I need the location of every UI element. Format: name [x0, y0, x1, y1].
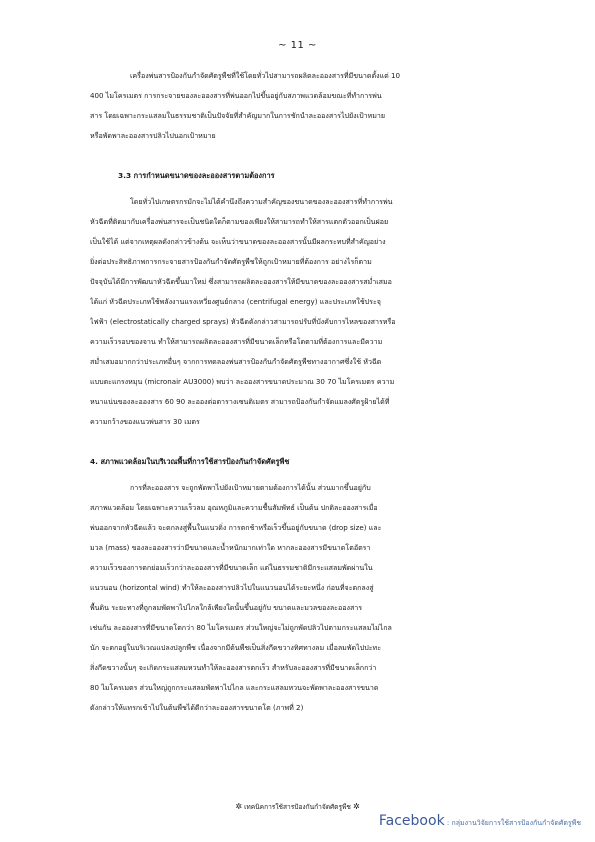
footer-title [0, 801, 595, 812]
section-4-heading: 4. สภาพแวดล้อมในบริเวณพื้นที่การใช้สารป้องกันกำจัดศัตรูพืช [90, 457, 290, 466]
paragraph-line: ความเร็วของการตกย่อมเร็วกว่าละอองสารที่มีขนาดเล็ก แต่ในธรรมชาติมีกระแสลมพัดผ่านใน [90, 563, 373, 572]
facebook-label: Facebook [378, 813, 445, 829]
paragraph-line: โดยทั่วไปเกษตรกรมักจะไม่ได้คำนึงถึงความสำคัญของขนาดของละอองสารที่ทำการพ่น [130, 197, 393, 206]
paragraph-line: ไฟฟ้า (electrostatically charged sprays) หัวฉีดดังกล่าวสามารถปรับที่บังคับการไหลของสารหรือ [90, 317, 396, 326]
paragraph-line: ได้แก่ หัวฉีดประเภทใช้พลังงานแรงเหวี่ยงศูนย์กลาง (centrifugal energy) และประเภทใช้ประจุ [90, 297, 381, 306]
paragraph-line: มวล (mass) ของละอองสารว่ามีขนาดและน้ำหนักมากเท่าใด หากละอองสารมีขนาดโตอัตรา [90, 543, 371, 552]
paragraph-line: แบบตะแกรงหมุน (micronair AU3000) พบว่า ละอองสารขนาดประมาณ 30 70 ไมโครเมตร ความ [90, 377, 395, 386]
star-icon: ✲ [352, 802, 360, 811]
paragraph-line: เครื่องพ่นสารป้องกันกำจัดศัตรูพืชที่ใช้โดยทั่วไปสามารถผลิตละอองสารที่มีขนาดตั้งแต่ 10 [130, 71, 401, 80]
paragraph-line: ยิ่งต่อประสิทธิภาพการกระจายสารป้องกันกำจัดศัตรูพืชให้ถูกเป้าหมายที่ต้องการ อย่างไรก็ตาม [90, 257, 372, 266]
section-4-paragraph [90, 478, 510, 718]
star-icon: ✲ [235, 802, 243, 811]
document-body [90, 66, 510, 718]
paragraph-line: การที่ละอองสาร จะถูกพัดพาไปยังเป้าหมายตามต้องการได้นั้น ส่วนมากขึ้นอยู่กับ [130, 483, 371, 492]
facebook-group-name: : กลุ่มงานวิจัยการใช้สารป้องกันกำจัดศัตรูพืช [444, 819, 581, 827]
paragraph-line: นัก จะตกอยู่ในบริเวณแปลงปลูกพืช เนื่องจากมีต้นพืชเป็นสิ่งกีดขวางทิศทางลม เมื่อลมพัดไปปะทะ [90, 643, 381, 652]
intro-paragraph [90, 66, 510, 146]
paragraph-line: แนวนอน (horizontal wind) ทำให้ละอองสารปลิวไปในแนวนอนได้ระยะหนึ่ง ก่อนที่จะตกลงสู่ [90, 583, 374, 592]
facebook-credit [379, 813, 581, 829]
paragraph-line: สาร โดยเฉพาะกระแสลมในธรรมชาติเป็นปัจจัยที่สำคัญมากในการชักนำละอองสารไปยังเป้าหมาย [90, 111, 386, 120]
paragraph-line: 80 ไมโครเมตร ส่วนใหญ่ถูกกระแสลมพัดพาไปไกล และกระแสลมหวนจะพัดพาละอองสารขนาด [90, 683, 379, 692]
paragraph-line: ปัจจุบันได้มีการพัฒนาหัวฉีดขึ้นมาใหม่ ซึ่งสามารถผลิตละอองสารให้มีขนาดของละอองสารสม่ำเสมอ [90, 277, 392, 286]
paragraph-line: สิ่งกีดขวางนั้นๆ จะเกิดกระแสลมหวนทำให้ละอองสารตกเร็ว สำหรับละอองสารที่มีขนาดเล็กกว่า [90, 663, 377, 672]
paragraph-line: พ่นออกจากหัวฉีดแล้ว จะตกลงสู่พื้นในแนวดิ่ง การตกช้าหรือเร็วขึ้นอยู่กับขนาด (drop size) และ [90, 523, 382, 532]
paragraph-line: 400 ไมโครเมตร การกระจายของละอองสารที่พ่นออกไปขึ้นอยู่กับสภาพแวดล้อมขณะที่ทำการพ่น [90, 91, 382, 100]
paragraph-line: หนาแน่นของละอองสาร 60 90 ละอองต่อตารางเซนติเมตร สามารถป้องกันกำจัดแมลงศัตรูฝ้ายได้ที่ [90, 397, 390, 406]
paragraph-line: พื้นดิน ระยะทางที่ถูกลมพัดพาไปไกลใกล้เพียงใดนั้นขึ้นอยู่กับ ขนาดและมวลของละอองสาร [90, 603, 363, 612]
paragraph-line: ความกว้างของแนวพ่นสาร 30 เมตร [90, 417, 200, 426]
paragraph-line: เช่นกัน ละอองสารที่มีขนาดโตกว่า 80 ไมโครเมตร ส่วนใหญ่จะไม่ถูกพัดปลิวไปตามกระแสลมไม่ไกล [90, 623, 392, 632]
paragraph-line: หัวฉีดที่ติดมากับเครื่องพ่นสารจะเป็นชนิดใดก็ตามของเพียงให้สามารถทำให้สารแตกตัวออกเป็นฝอย [90, 217, 389, 226]
paragraph-line: สม่ำเสมอมากกว่าประเภทอื่นๆ จากการทดลองพ่นสารป้องกันกำจัดศัตรูพืชทางอากาศซึ่งใช้ หัวฉีด [90, 357, 382, 366]
section-3-3-heading: 3.3 การกำหนดขนาดของละอองสารตามต้องการ [118, 171, 275, 180]
section-3-3-paragraph [90, 192, 510, 432]
page-number: ~ 11 ~ [278, 40, 317, 51]
paragraph-line: ความเร็วรอบของจาน ทำให้สามารถผลิตละอองสารที่มีขนาดเล็กหรือโตตามที่ต้องการและมีความ [90, 337, 383, 346]
paragraph-line: สภาพแวดล้อม โดยเฉพาะความเร็วลม อุณหภูมิและความชื้นสัมพัทธ์ เป็นต้น ปกติละอองสารเมื่อ [90, 503, 378, 512]
paragraph-line: หรือพัดพาละอองสารปลิวไปนอกเป้าหมาย [90, 131, 216, 140]
footer-text: เทคนิคการใช้สารป้องกันกำจัดศัตรูพืช [244, 803, 351, 811]
paragraph-line: ดังกล่าวให้แทรกเข้าไปในต้นพืชได้ดีกว่าละอองสารขนาดโต (ภาพที่ 2) [90, 703, 304, 712]
paragraph-line: เป็นใช้ได้ แต่จากเหตุผลดังกล่าวข้างต้น จะเห็นว่าขนาดของละอองสารนั้นมีผลกระทบที่สำคัญอย่าง [90, 237, 386, 246]
